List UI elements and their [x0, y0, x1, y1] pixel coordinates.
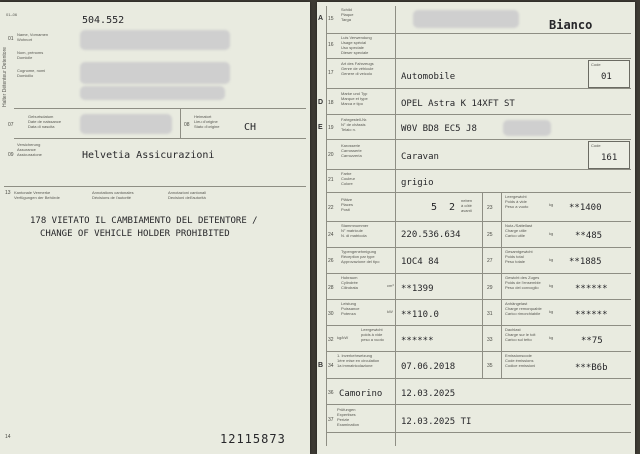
row-number: 29	[487, 285, 493, 291]
divider	[326, 192, 631, 193]
registration-holder-page	[0, 2, 310, 454]
canton-value: Bianco	[549, 18, 593, 32]
trailer-label: Anhängelast Charge remorquable Carico rimorchiabile	[505, 301, 542, 316]
divider	[326, 33, 631, 34]
usage-label: Luis Verwendung Usage spécial Uso speciale Dieser speciale	[341, 35, 372, 55]
total-weight-unit: kg	[549, 257, 554, 262]
roof-value: **75	[581, 336, 603, 346]
divider	[326, 378, 631, 379]
redacted-name	[80, 30, 230, 50]
redacted-birthdate	[80, 114, 172, 134]
trailer-unit: kg	[549, 309, 554, 314]
row-number: 07	[8, 122, 14, 128]
vin-value: W0V BD8 EC5 J8	[401, 124, 477, 134]
registration-number: 504.552	[82, 15, 125, 26]
row-number: 36	[328, 390, 334, 396]
body-value: Caravan	[401, 152, 439, 162]
body-code-label: Code	[591, 143, 601, 148]
divider	[326, 299, 631, 300]
name-label: Name, Vornamen Wohnort	[17, 32, 49, 42]
trailer-value: ******	[575, 310, 608, 320]
row-number: 18	[328, 100, 334, 106]
redacted-vin	[503, 120, 551, 136]
ratio-unit: kg/kW	[337, 335, 349, 340]
empty-weight-label: Leergewicht Poids à vide Peso a vuoto	[505, 194, 529, 209]
redacted-address-2	[80, 86, 225, 100]
divider	[326, 169, 631, 170]
top-code: 01–06	[6, 12, 18, 17]
note-line-1: 178 VIETATO IL CAMBIAMENTO DEL DETENTORE /	[30, 216, 258, 226]
notes-header-fr: Annotations cantonales Décisions de l'autorité	[92, 190, 134, 200]
power-value: **110.0	[401, 310, 439, 320]
row-number: 09	[8, 152, 14, 158]
divider	[4, 186, 306, 187]
divider	[14, 138, 306, 139]
roof-unit: kg	[549, 335, 554, 340]
body-label: Karosserie Carrosserie Carrozzeria	[341, 143, 362, 158]
row-letter: D	[318, 99, 324, 106]
places-front-label: neben à côté avanti	[461, 198, 473, 213]
divider	[326, 325, 631, 326]
typeapp-value: 1OC4 84	[401, 257, 439, 267]
row-number: 25	[487, 232, 493, 238]
row-letter: B	[318, 362, 324, 369]
divider	[326, 6, 327, 446]
notes-header-de: Kantonale Vermerke Verfügungen der Behörde	[14, 190, 60, 200]
row-number: 14	[5, 434, 11, 440]
insurance-value: Helvetia Assicurazioni	[82, 150, 215, 161]
train-weight: ******	[575, 284, 608, 294]
displacement-value: **1399	[401, 284, 434, 294]
places-label: Plätze Places Posti	[341, 197, 354, 212]
divider	[14, 108, 306, 109]
row-number: 19	[328, 125, 334, 131]
empty-weight: **1400	[569, 203, 602, 213]
row-number: 34	[328, 363, 334, 369]
divider	[326, 247, 631, 248]
divider	[326, 273, 631, 274]
type-value: Automobile	[401, 72, 456, 82]
row-number: 30	[328, 311, 334, 317]
roof-label: Dachlast Charge sur le toit Carico sul tetto	[505, 327, 536, 342]
emission-label: Emissionscode Code émissions Codice emissioni	[505, 353, 536, 368]
row-number: 23	[487, 205, 493, 211]
divider	[326, 139, 631, 140]
payload-value: **485	[575, 231, 603, 241]
row-number: 35	[487, 363, 493, 369]
row-number: 13	[5, 190, 11, 196]
document-number: 12115873	[220, 432, 286, 446]
insurance-label: Versicherung Assurance Assicurazione	[17, 142, 42, 157]
usage-code-label: Code	[591, 62, 601, 67]
cognome-label: Cognome, nomi Domicilio	[17, 68, 46, 78]
places-front: 2	[449, 202, 456, 213]
empty-weight-unit: kg	[549, 202, 554, 207]
redacted-plate	[413, 10, 519, 28]
first-reg-value: 07.06.2018	[401, 362, 456, 372]
stamm-value: 220.536.634	[401, 230, 461, 240]
place-date: 12.03.2025	[401, 389, 456, 399]
vin-label: Fahrgestell-Nr. N° de châssis Telaio n.	[341, 117, 368, 132]
row-letter: E	[318, 124, 323, 131]
origin-value: CH	[244, 122, 257, 133]
make-label: Marke und Typ Marque et type Marca e tipo	[341, 91, 368, 106]
power-label: Leistung Puissance Potenza	[341, 301, 360, 316]
notes-header-it: Annotazioni cantonali Decisioni dell'autorità	[168, 190, 207, 200]
row-number: 17	[328, 70, 334, 76]
type-label: Art des Fahrzeugs Genre de véhicule Genere di veicolo	[341, 61, 374, 76]
exam-value: 12.03.2025 TI	[401, 417, 472, 427]
color-value: grigio	[401, 178, 434, 188]
payload-unit: kg	[549, 231, 554, 236]
vehicle-data-page	[317, 2, 635, 454]
note-line-2: CHANGE OF VEHICLE HOLDER PROHIBITED	[40, 229, 230, 239]
nom-label: Nom, prénoms Domicile	[17, 50, 44, 60]
payload-label: Nutz-/Sattellast Charge utile Carico utile	[505, 223, 533, 238]
ratio-value: ******	[401, 336, 434, 346]
row-number: 32	[328, 337, 334, 343]
row-number: 37	[328, 417, 334, 423]
displacement-unit: cm³	[387, 283, 394, 288]
power-unit: kW	[387, 309, 393, 314]
row-number: 28	[328, 285, 334, 291]
places-value: 5	[431, 202, 438, 213]
usage-code: 01	[601, 72, 612, 82]
train-weight-label: Gewicht des Zuges Poids de l'ensemble Peso del convoglio	[505, 275, 541, 290]
holder-side-label: Halter Détenteur Detentore	[2, 46, 8, 107]
divider	[326, 114, 631, 115]
divider	[326, 221, 631, 222]
origin-label: Heimatort Lieu d'origine Stato d'origine	[194, 114, 220, 129]
divider	[326, 351, 631, 352]
make-value: OPEL Astra K 14XFT ST	[401, 99, 515, 109]
color-label: Farbe Couleur Colore	[341, 171, 356, 186]
divider	[326, 404, 631, 405]
row-number: 22	[328, 205, 334, 211]
row-number: 16	[328, 42, 334, 48]
typeapp-label: Typengenehmigung Réception par type Approvazione del tipo	[341, 249, 380, 264]
stamm-label: Stammnummer N° matricule N. di matricola	[341, 223, 369, 238]
emission-value: ***B6b	[575, 363, 608, 373]
row-letter: A	[318, 15, 324, 22]
row-number: 33	[487, 337, 493, 343]
canton-label: Schild Plaque Targa	[341, 7, 354, 22]
divider	[326, 58, 631, 59]
row-number: 27	[487, 258, 493, 264]
divider	[326, 432, 631, 433]
row-number: 01	[8, 36, 14, 42]
divider	[326, 88, 631, 89]
row-number: 21	[328, 177, 334, 183]
divider	[180, 108, 181, 138]
row-number: 24	[328, 232, 334, 238]
place-value: Camorino	[339, 389, 383, 399]
row-number: 15	[328, 16, 334, 22]
first-reg-label: 1. Inverkehrsetzung 1ère mise en circulation 1a immatricolazione	[337, 353, 380, 368]
redacted-address	[80, 62, 230, 84]
body-code: 161	[601, 153, 618, 163]
row-number: 31	[487, 311, 493, 317]
exam-label: Prüfungen Expertises Perizie Examination	[337, 407, 360, 427]
row-number: 26	[328, 258, 334, 264]
birth-label: Geburtsdatum Date de naissance Data di nascita	[28, 114, 62, 129]
displacement-label: Hubraum Cylindrée Cilindrata	[341, 275, 358, 290]
divider	[395, 6, 396, 446]
train-weight-unit: kg	[549, 283, 554, 288]
ratio-label: Leergewicht poids à vide peso a vuoto	[361, 327, 384, 342]
total-weight: **1885	[569, 257, 602, 267]
row-number: 20	[328, 152, 334, 158]
row-number: 08	[184, 122, 190, 128]
total-weight-label: Gesamtgewicht Poids total Peso totale	[505, 249, 533, 264]
